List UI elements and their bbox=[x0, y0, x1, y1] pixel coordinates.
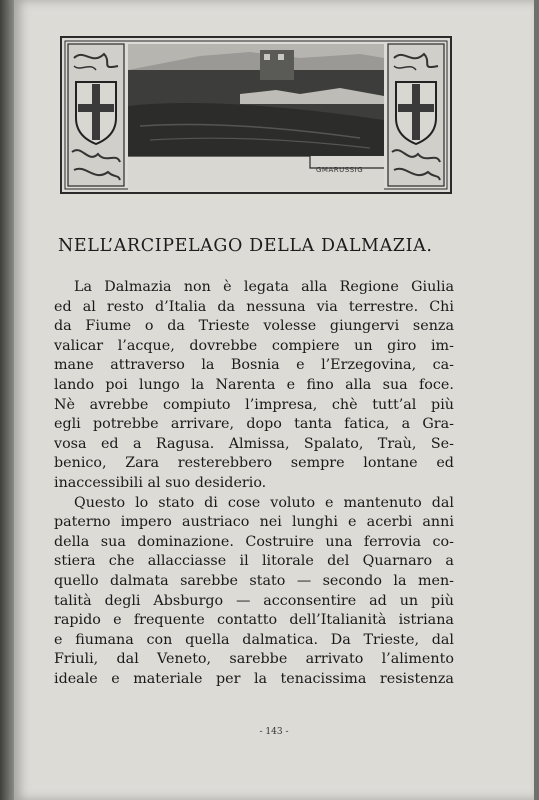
word: sarebbe bbox=[180, 572, 238, 589]
word: alla bbox=[301, 279, 328, 295]
word: resto bbox=[106, 298, 144, 315]
word: più bbox=[431, 592, 454, 609]
word: l’acque, bbox=[117, 337, 175, 354]
word: istriana bbox=[398, 612, 454, 629]
word: Dalmazia bbox=[104, 279, 172, 295]
word: dovrebbe bbox=[189, 337, 258, 354]
word: talità bbox=[54, 592, 92, 609]
word: compiere bbox=[271, 337, 340, 354]
word: rapido bbox=[54, 612, 101, 629]
word: Trieste bbox=[198, 318, 250, 335]
text-line-content: inaccessibili al suo desiderio. bbox=[54, 474, 267, 491]
word: la bbox=[393, 572, 407, 589]
word: lando bbox=[54, 376, 95, 393]
text-line-content bbox=[54, 631, 454, 651]
word: non bbox=[183, 279, 211, 295]
text-line-content bbox=[54, 650, 454, 670]
word: fiumana bbox=[75, 631, 134, 648]
word: la bbox=[201, 357, 215, 374]
word: quella bbox=[185, 631, 230, 648]
word: ed bbox=[54, 298, 72, 315]
text-line bbox=[54, 494, 454, 514]
word: e bbox=[325, 494, 334, 511]
text-line bbox=[54, 435, 454, 455]
text-line-content bbox=[54, 533, 454, 553]
book-page bbox=[14, 0, 534, 800]
text-line-content bbox=[74, 278, 454, 298]
text-line bbox=[54, 376, 454, 396]
word: ideale bbox=[54, 670, 98, 687]
word: materiale bbox=[133, 670, 203, 687]
text-line-content bbox=[54, 337, 454, 357]
word: la bbox=[253, 670, 268, 687]
text-line bbox=[54, 552, 454, 572]
word: secondo bbox=[322, 572, 382, 589]
right-shield-panel bbox=[388, 44, 444, 186]
text-line-content bbox=[54, 356, 454, 376]
word: potrebbe bbox=[93, 416, 159, 433]
word: e bbox=[113, 612, 122, 629]
word: l’impresa, bbox=[245, 396, 318, 413]
word: tenacissima bbox=[280, 670, 367, 687]
word: volesse bbox=[263, 318, 317, 335]
word: una bbox=[325, 533, 353, 550]
word: im- bbox=[430, 337, 454, 354]
word: l’Erzegovina, bbox=[321, 357, 417, 374]
text-line-content bbox=[54, 298, 454, 318]
word: acconsentire bbox=[263, 592, 357, 609]
word: resterebbero bbox=[177, 455, 273, 472]
word: impero bbox=[120, 514, 172, 531]
text-line-content bbox=[54, 376, 454, 396]
word: Traù, bbox=[377, 435, 417, 452]
text-line bbox=[54, 337, 454, 357]
word: di bbox=[204, 494, 218, 511]
word: nei bbox=[259, 514, 282, 531]
word: La bbox=[74, 279, 93, 295]
text-line-content bbox=[54, 396, 454, 416]
word: e bbox=[296, 357, 305, 374]
text-line bbox=[54, 415, 454, 435]
text-line-content bbox=[74, 494, 454, 514]
word: co- bbox=[432, 533, 454, 550]
word: da bbox=[167, 318, 185, 335]
word: anni bbox=[422, 514, 454, 531]
word: sua bbox=[100, 533, 126, 550]
word: attraverso bbox=[110, 357, 185, 374]
word: men- bbox=[417, 572, 454, 589]
word: e bbox=[111, 670, 120, 687]
word: Nè bbox=[54, 396, 75, 413]
text-line bbox=[54, 592, 454, 612]
artist-signature: GMARUSSIG bbox=[316, 166, 364, 174]
word: contatto bbox=[216, 612, 278, 629]
decorative-headpiece bbox=[60, 36, 452, 194]
word: dell’Italianità bbox=[289, 612, 387, 629]
word: giro bbox=[387, 337, 417, 354]
word: dominazione. bbox=[137, 533, 234, 550]
word: della bbox=[54, 533, 90, 550]
word: — bbox=[296, 572, 312, 589]
word: via bbox=[316, 298, 338, 315]
word: un bbox=[354, 337, 373, 354]
word: Giulia bbox=[411, 279, 454, 295]
word: un bbox=[399, 592, 419, 609]
word: e bbox=[54, 631, 63, 648]
word: il bbox=[239, 553, 249, 570]
word: Gra- bbox=[422, 416, 454, 433]
word: Regione bbox=[339, 279, 399, 295]
word: è bbox=[223, 279, 232, 295]
word: dal bbox=[431, 631, 454, 648]
word: ed bbox=[100, 435, 119, 452]
word: Da bbox=[330, 631, 351, 648]
word: paterno bbox=[54, 514, 111, 531]
word: da bbox=[217, 298, 236, 315]
word: a bbox=[445, 553, 454, 570]
text-line-content bbox=[54, 435, 454, 455]
text-line bbox=[54, 650, 454, 670]
word: al bbox=[82, 298, 96, 315]
word: Spalato, bbox=[303, 435, 364, 452]
word: arrivato bbox=[305, 651, 364, 668]
word: del bbox=[327, 553, 350, 570]
text-line-content bbox=[54, 513, 454, 533]
word: Absburgo bbox=[153, 592, 224, 609]
text-line-content bbox=[54, 317, 454, 337]
text-line bbox=[54, 572, 454, 592]
word: chè bbox=[331, 396, 358, 413]
text-line bbox=[54, 670, 454, 690]
word: Se- bbox=[430, 435, 454, 452]
word: sempre bbox=[290, 455, 345, 472]
word: stato bbox=[158, 494, 195, 511]
word: Fiume bbox=[85, 318, 132, 335]
book-spine-shadow bbox=[0, 0, 14, 800]
word: acerbi bbox=[366, 514, 413, 531]
word: dal bbox=[116, 651, 139, 668]
page-number: - 143 - bbox=[259, 727, 289, 737]
word: lo bbox=[135, 494, 149, 511]
word: allacciasse bbox=[147, 553, 227, 570]
word: voluto bbox=[270, 494, 316, 511]
text-line bbox=[54, 513, 454, 533]
word: mantenuto bbox=[343, 494, 422, 511]
text-line-content bbox=[54, 670, 454, 690]
word: compiuto bbox=[163, 396, 231, 413]
text-line-content bbox=[54, 572, 454, 592]
word: avrebbe bbox=[89, 396, 149, 413]
word: litorale bbox=[261, 553, 314, 570]
text-line bbox=[54, 631, 454, 651]
chapter-title: NELL’ARCIPELAGO DELLA DALMAZIA. bbox=[58, 236, 433, 256]
word: arrivare, bbox=[170, 416, 235, 433]
word: — bbox=[236, 592, 251, 609]
word: foce. bbox=[419, 376, 454, 393]
word: l’alimento bbox=[381, 651, 454, 668]
word: lontane bbox=[363, 455, 418, 472]
text-line bbox=[54, 474, 454, 494]
word: stiera bbox=[54, 553, 96, 570]
text-line-content bbox=[54, 592, 454, 612]
word: Zara bbox=[125, 455, 160, 472]
text-line bbox=[54, 611, 454, 631]
text-line-content bbox=[54, 454, 454, 474]
word: tutt’al bbox=[372, 396, 417, 413]
text-line bbox=[54, 278, 454, 298]
word: resistenza bbox=[379, 670, 454, 687]
word: vosa bbox=[54, 435, 87, 452]
word: con bbox=[146, 631, 173, 648]
word: benico, bbox=[54, 455, 107, 472]
word: dopo bbox=[246, 416, 282, 433]
word: per bbox=[215, 670, 241, 687]
word: o bbox=[144, 318, 154, 335]
word: quello bbox=[54, 572, 99, 589]
word: ferrovia bbox=[363, 533, 422, 550]
word: lungo bbox=[139, 376, 180, 393]
word: terrestre. bbox=[348, 298, 419, 315]
word: Quarnaro bbox=[362, 553, 433, 570]
text-line bbox=[54, 356, 454, 376]
word: che bbox=[108, 553, 135, 570]
word: tanta bbox=[294, 416, 332, 433]
word: Narenta bbox=[215, 376, 276, 393]
word: nessuna bbox=[246, 298, 306, 315]
word: Costruire bbox=[245, 533, 314, 550]
word: più bbox=[431, 396, 454, 413]
word: Questo bbox=[74, 494, 126, 511]
word: cose bbox=[227, 494, 261, 511]
text-line-content bbox=[54, 552, 454, 572]
word: stato bbox=[249, 572, 286, 589]
word: dalmatica. bbox=[242, 631, 319, 648]
word: degli bbox=[104, 592, 141, 609]
word: Chi bbox=[429, 298, 454, 315]
word: austriaco bbox=[182, 514, 250, 531]
word: fatica, bbox=[344, 416, 390, 433]
word: dalmata bbox=[110, 572, 169, 589]
body-text bbox=[54, 278, 454, 689]
text-line bbox=[54, 533, 454, 553]
landscape-vignette bbox=[128, 44, 384, 156]
word: Bosnia bbox=[230, 357, 280, 374]
word: giungervi bbox=[329, 318, 400, 335]
word: fino bbox=[306, 376, 334, 393]
word: senza bbox=[412, 318, 454, 335]
word: sarebbe bbox=[229, 651, 288, 668]
word: a bbox=[401, 416, 411, 433]
text-line-content bbox=[54, 611, 454, 631]
word: da bbox=[54, 318, 72, 335]
text-line-content bbox=[54, 415, 454, 435]
word: la bbox=[191, 376, 205, 393]
word: mane bbox=[54, 357, 94, 374]
headpiece-illustration bbox=[60, 36, 452, 194]
word: Ragusa. bbox=[155, 435, 215, 452]
word: sua bbox=[382, 376, 408, 393]
word: Almissa, bbox=[228, 435, 290, 452]
word: Trieste, bbox=[363, 631, 419, 648]
text-line bbox=[54, 317, 454, 337]
word: ca- bbox=[432, 357, 454, 374]
word: egli bbox=[54, 416, 81, 433]
text-line bbox=[54, 396, 454, 416]
word: frequente bbox=[133, 612, 205, 629]
word: e bbox=[286, 376, 296, 393]
text-line bbox=[54, 298, 454, 318]
word: a bbox=[132, 435, 142, 452]
word: Friuli, bbox=[54, 651, 99, 668]
left-shield-panel bbox=[68, 44, 124, 186]
word: valicar bbox=[54, 337, 104, 354]
word: alla bbox=[345, 376, 372, 393]
word: poi bbox=[105, 376, 128, 393]
word: Veneto, bbox=[157, 651, 212, 668]
text-line bbox=[54, 454, 454, 474]
word: lunghi bbox=[291, 514, 338, 531]
word: legata bbox=[243, 279, 289, 295]
word: ed bbox=[436, 455, 454, 472]
word: d’Italia bbox=[155, 298, 207, 315]
word: dal bbox=[431, 494, 454, 511]
word: e bbox=[348, 514, 357, 531]
word: ad bbox=[369, 592, 387, 609]
